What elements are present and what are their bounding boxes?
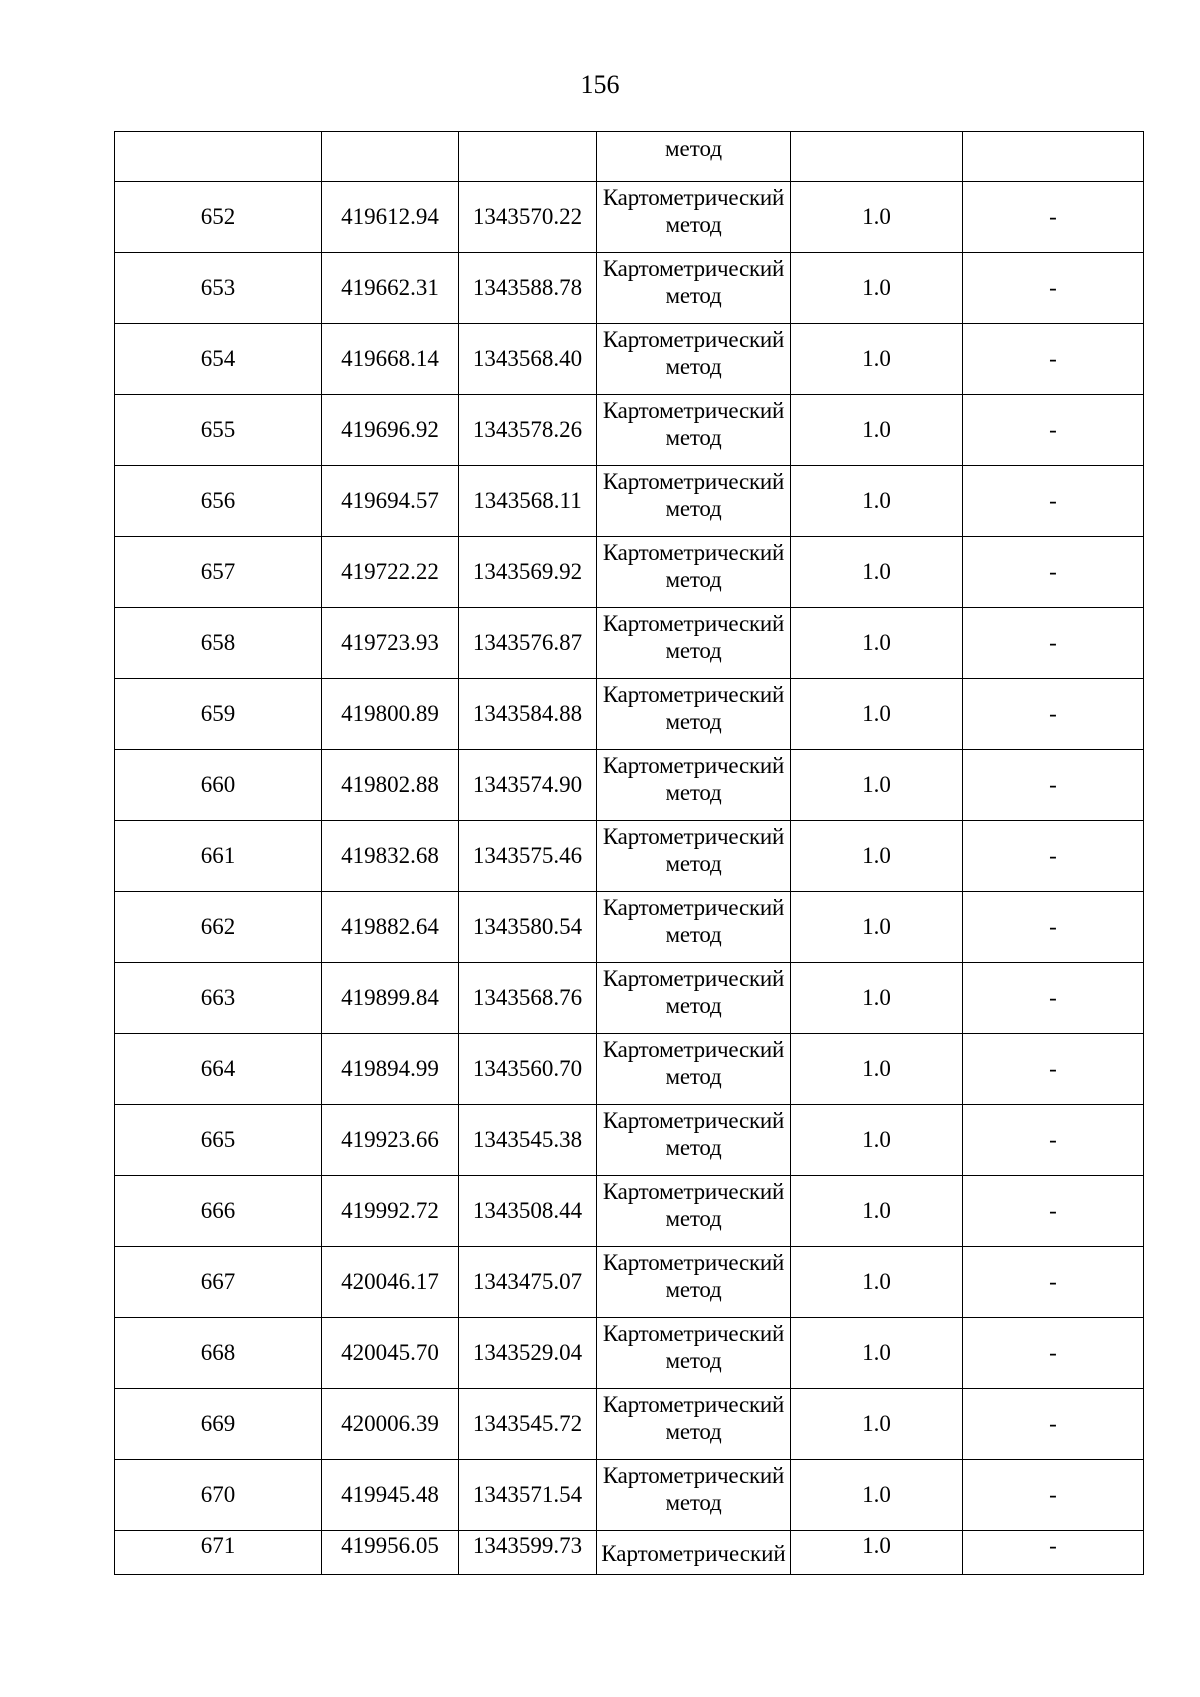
cell-num: 671	[115, 1531, 322, 1575]
cell-y: 1343529.04	[459, 1318, 597, 1389]
cell-method	[597, 821, 791, 892]
cell-method	[597, 1105, 791, 1176]
table-row	[115, 892, 1144, 963]
cell-accuracy: 1.0	[791, 608, 963, 679]
method-line-2: метод	[665, 1277, 722, 1302]
method-line-1: Картометрический	[602, 185, 785, 210]
cell-num: 664	[115, 1034, 322, 1105]
cell-accuracy: 1.0	[791, 892, 963, 963]
cell-y: 1343574.90	[459, 750, 597, 821]
cell-accuracy: 1.0	[791, 395, 963, 466]
table-row	[115, 182, 1144, 253]
method-line-1: Картометрический	[602, 469, 785, 494]
cell-y: 1343568.40	[459, 324, 597, 395]
cell-method	[597, 1034, 791, 1105]
cell-note: -	[963, 537, 1144, 608]
cell-num: 663	[115, 963, 322, 1034]
cell-method	[597, 892, 791, 963]
cell-accuracy	[791, 132, 963, 182]
cell-method	[597, 608, 791, 679]
cell-y	[459, 132, 597, 182]
table-body	[115, 132, 1144, 1575]
method-line-1: Картометрический	[602, 753, 785, 778]
table-row-continued	[115, 132, 1144, 182]
cell-x: 419894.99	[322, 1034, 459, 1105]
cell-num: 653	[115, 253, 322, 324]
method-line-2: метод	[665, 1206, 722, 1231]
cell-accuracy: 1.0	[791, 182, 963, 253]
method-line-1: Картометрический	[602, 1179, 785, 1204]
method-line-1: Картометрический	[602, 1463, 785, 1488]
cell-note	[963, 132, 1144, 182]
cell-x: 419696.92	[322, 395, 459, 466]
method-line-1: Картометрический	[602, 1037, 785, 1062]
page-number: 156	[580, 70, 620, 99]
method-line-2: метод	[665, 567, 722, 592]
cell-x: 419882.64	[322, 892, 459, 963]
cell-y: 1343545.72	[459, 1389, 597, 1460]
cell-note: -	[963, 182, 1144, 253]
cell-method	[597, 537, 791, 608]
method-line-2: метод	[665, 1348, 722, 1373]
method-line-2: метод	[665, 709, 722, 734]
method-line-2: метод	[665, 1490, 722, 1515]
cell-x: 419612.94	[322, 182, 459, 253]
cell-method	[597, 1176, 791, 1247]
cell-method	[597, 182, 791, 253]
method-line-2: метод	[665, 212, 722, 237]
method-line-1: Картометрический	[602, 540, 785, 565]
cell-num: 657	[115, 537, 322, 608]
cell-note: -	[963, 1105, 1144, 1176]
cell-method	[597, 395, 791, 466]
method-line-2: метод	[665, 1419, 722, 1444]
cell-x: 419923.66	[322, 1105, 459, 1176]
cell-method	[597, 1460, 791, 1531]
cell-y: 1343588.78	[459, 253, 597, 324]
cell-x: 419832.68	[322, 821, 459, 892]
cell-note: -	[963, 1531, 1144, 1575]
cell-x: 420006.39	[322, 1389, 459, 1460]
table-row	[115, 750, 1144, 821]
cell-x	[322, 132, 459, 182]
cell-num: 666	[115, 1176, 322, 1247]
cell-num	[115, 132, 322, 182]
cell-num: 652	[115, 182, 322, 253]
cell-note: -	[963, 679, 1144, 750]
table-row	[115, 1034, 1144, 1105]
cell-method	[597, 679, 791, 750]
method-line-2: метод	[665, 1135, 722, 1160]
method-line-1: Картометрический	[602, 895, 785, 920]
cell-accuracy: 1.0	[791, 253, 963, 324]
cell-accuracy: 1.0	[791, 1531, 963, 1575]
method-line-2: метод	[665, 780, 722, 805]
method-line-2: метод	[665, 993, 722, 1018]
cell-y: 1343576.87	[459, 608, 597, 679]
method-line-1: Картометрический	[602, 1250, 785, 1275]
method-line-2: метод	[665, 496, 722, 521]
cell-x: 419899.84	[322, 963, 459, 1034]
method-line-2: метод	[665, 638, 722, 663]
cell-num: 656	[115, 466, 322, 537]
cell-num: 665	[115, 1105, 322, 1176]
cell-accuracy: 1.0	[791, 1105, 963, 1176]
cell-x: 419723.93	[322, 608, 459, 679]
cell-method	[597, 1318, 791, 1389]
cell-accuracy: 1.0	[791, 1460, 963, 1531]
cell-y: 1343475.07	[459, 1247, 597, 1318]
method-line-1: Картометрический	[602, 398, 785, 423]
cell-num: 655	[115, 395, 322, 466]
cell-note: -	[963, 253, 1144, 324]
cell-method	[597, 466, 791, 537]
cell-accuracy: 1.0	[791, 750, 963, 821]
cell-y: 1343568.76	[459, 963, 597, 1034]
method-line-1: Картометрический	[602, 1321, 785, 1346]
cell-note: -	[963, 1247, 1144, 1318]
cell-y: 1343569.92	[459, 537, 597, 608]
cell-note: -	[963, 963, 1144, 1034]
cell-x: 420046.17	[322, 1247, 459, 1318]
table-row	[115, 1105, 1144, 1176]
table-row	[115, 466, 1144, 537]
table-row	[115, 1389, 1144, 1460]
cell-x: 419668.14	[322, 324, 459, 395]
method-line-1: Картометрический	[602, 1392, 785, 1417]
cell-x: 419992.72	[322, 1176, 459, 1247]
cell-note: -	[963, 1318, 1144, 1389]
cell-num: 668	[115, 1318, 322, 1389]
cell-y: 1343545.38	[459, 1105, 597, 1176]
table-row	[115, 963, 1144, 1034]
cell-num: 669	[115, 1389, 322, 1460]
cell-note: -	[963, 1034, 1144, 1105]
table-row	[115, 1460, 1144, 1531]
cell-note: -	[963, 892, 1144, 963]
cell-x: 419694.57	[322, 466, 459, 537]
cell-note: -	[963, 1176, 1144, 1247]
cell-num: 667	[115, 1247, 322, 1318]
table-row	[115, 679, 1144, 750]
cell-y: 1343584.88	[459, 679, 597, 750]
method-line-2: метод	[665, 283, 722, 308]
method-line-1: Картометрический	[602, 256, 785, 281]
cell-accuracy: 1.0	[791, 1318, 963, 1389]
cell-num: 661	[115, 821, 322, 892]
cell-num: 662	[115, 892, 322, 963]
cell-accuracy: 1.0	[791, 963, 963, 1034]
cell-y: 1343599.73	[459, 1531, 597, 1575]
method-line-1: Картометрический	[602, 824, 785, 849]
method-line-1: Картометрический	[602, 611, 785, 636]
cell-num: 670	[115, 1460, 322, 1531]
cell-x: 419802.88	[322, 750, 459, 821]
cell-accuracy: 1.0	[791, 537, 963, 608]
table-row	[115, 1176, 1144, 1247]
cell-method	[597, 253, 791, 324]
table-row	[115, 821, 1144, 892]
cell-note: -	[963, 608, 1144, 679]
method-line-2: метод	[665, 1064, 722, 1089]
cell-method	[597, 1247, 791, 1318]
coordinates-table	[114, 131, 1144, 1575]
cell-method: метод	[597, 132, 791, 182]
cell-y: 1343575.46	[459, 821, 597, 892]
table-row	[115, 1247, 1144, 1318]
table-row	[115, 537, 1144, 608]
cell-accuracy: 1.0	[791, 679, 963, 750]
cell-x: 419800.89	[322, 679, 459, 750]
table-row-last	[115, 1531, 1144, 1575]
cell-accuracy: 1.0	[791, 1389, 963, 1460]
cell-num: 658	[115, 608, 322, 679]
cell-num: 654	[115, 324, 322, 395]
cell-accuracy: 1.0	[791, 324, 963, 395]
method-line-2: метод	[665, 922, 722, 947]
method-line-1: Картометрический	[602, 327, 785, 352]
cell-y: 1343570.22	[459, 182, 597, 253]
cell-note: -	[963, 821, 1144, 892]
cell-x: 419945.48	[322, 1460, 459, 1531]
cell-x: 419956.05	[322, 1531, 459, 1575]
cell-note: -	[963, 1460, 1144, 1531]
cell-y: 1343508.44	[459, 1176, 597, 1247]
cell-note: -	[963, 750, 1144, 821]
cell-x: 419662.31	[322, 253, 459, 324]
cell-x: 419722.22	[322, 537, 459, 608]
cell-accuracy: 1.0	[791, 821, 963, 892]
table-row	[115, 395, 1144, 466]
table-row	[115, 253, 1144, 324]
cell-note: -	[963, 324, 1144, 395]
cell-accuracy: 1.0	[791, 1247, 963, 1318]
cell-method	[597, 963, 791, 1034]
cell-num: 659	[115, 679, 322, 750]
method-line-2: метод	[665, 354, 722, 379]
method-line-1: Картометрический	[602, 966, 785, 991]
cell-accuracy: 1.0	[791, 1176, 963, 1247]
cell-y: 1343560.70	[459, 1034, 597, 1105]
cell-method	[597, 750, 791, 821]
table-row	[115, 324, 1144, 395]
cell-note: -	[963, 395, 1144, 466]
cell-num: 660	[115, 750, 322, 821]
cell-y: 1343571.54	[459, 1460, 597, 1531]
cell-y: 1343568.11	[459, 466, 597, 537]
cell-y: 1343578.26	[459, 395, 597, 466]
cell-note: -	[963, 1389, 1144, 1460]
method-line-1: Картометрический	[602, 682, 785, 707]
cell-x: 420045.70	[322, 1318, 459, 1389]
cell-method	[597, 324, 791, 395]
method-line-2: метод	[665, 851, 722, 876]
cell-y: 1343580.54	[459, 892, 597, 963]
cell-method	[597, 1389, 791, 1460]
cell-note: -	[963, 466, 1144, 537]
cell-method: Картометрический	[597, 1531, 791, 1575]
method-line-1: Картометрический	[602, 1108, 785, 1133]
table-row	[115, 1318, 1144, 1389]
method-line-2: метод	[665, 425, 722, 450]
cell-accuracy: 1.0	[791, 466, 963, 537]
table-row	[115, 608, 1144, 679]
cell-accuracy: 1.0	[791, 1034, 963, 1105]
